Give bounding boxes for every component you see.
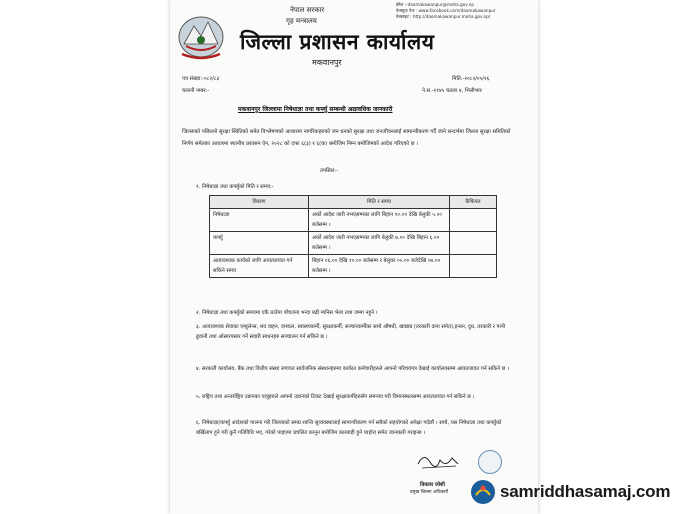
row-remark xyxy=(450,209,497,232)
gov-line-2: गृह मन्त्रालय xyxy=(286,17,317,25)
dispatch-number: चलानी नम्बर:- xyxy=(182,88,210,94)
table-row xyxy=(210,209,497,232)
letter-number: पत्र संख्या:-०८२/८३ xyxy=(182,76,220,82)
row-time: अर्को आदेश जारी नभएसम्मका लागि बेलुकी ७.०० देखि बिहान ६.०० बजेसम्म । xyxy=(309,232,450,255)
subject-line: मकवानपुर जिल्लामा निषेधाज्ञा तथा कर्फ्यु सम्बन्धी अद्यावधिक जानकारी xyxy=(238,106,393,113)
row-time: बिहान ०६.०० देखि १०.०० बजेसम्म र बेलुका ०५.०० बजेदेखि ०७.०० बजेसम्म । xyxy=(309,255,450,278)
office-name: जिल्ला प्रशासन कार्यालय xyxy=(240,30,435,54)
table-header-row xyxy=(210,196,497,209)
table-row xyxy=(210,255,497,278)
row-remark xyxy=(450,255,497,278)
watermark xyxy=(470,479,670,505)
table-row xyxy=(210,232,497,255)
contact-block xyxy=(396,2,496,20)
letter-date: मिति:-२०८२/०५/२६ xyxy=(452,76,490,82)
nepal-emblem-icon xyxy=(176,14,226,60)
intro-paragraph: जिल्लाको पछिल्लो सुरक्षा स्थितिको समेत विश्लेषणको आधारमा नागरिकहरुको जन धनको सुरक्षा तथा जनजीवनलाई सामान्यीकरण गर्दै जाने सन्दर्भमा जिल्ला सुरक्षा समितिको निर्णय समेतका आधारमा स्थानीय प्रशासन ऐन, २०२८ को दफा ६(३) र ६(क) बमोजिम निम्न बमोजिमको आदेश गरिएको छ । xyxy=(182,129,511,147)
header-date-time: मिति र समय xyxy=(309,196,450,209)
office-seal-icon xyxy=(478,450,502,474)
list-item-4: ४. सरकारी कार्यालय, बैंक तथा वित्तीय संस्था लगायत सार्वजनिक संस्थानहरुमा कार्यरत कर्मचारीहरुले आफ्नो परिचयपत्र देखाई कार्यालयसम्म आवतजावत गर्न सकिने छ । xyxy=(196,366,509,372)
place-name: मकवानपुर xyxy=(312,58,342,67)
item-1-title: १. निषेधाज्ञा तथा कर्फ्युको मिति र समय:- xyxy=(196,184,274,190)
list-item-3: ३. अत्यावश्यक सेवाका एम्बुलेन्स, शव वाहन, दमकल, स्वास्थ्यकर्मी, सुरक्षाकर्मी, सञ्चारकर्मीका साथै औषधी, खाद्यान्न (तरकारी दाना समेत),इन्धन, दुध, तरकारी र पानी ढुवानी तथा ओसारपसार गर्ने सवारी साधनहरु सञ्चालन गर्न सकिने छ । xyxy=(196,324,506,340)
header-description: विवरण xyxy=(210,196,309,209)
email-line: ईमेल :-daomakawanpur@moha.gov.np xyxy=(396,2,475,7)
site-logo-icon xyxy=(470,479,496,505)
list-item-2: २. निषेधाज्ञा तथा कर्फ्युको समयमा एकै ठाउँमा पाँचजना भन्दा बढी मानिस भेला तथा जम्मा नहुने । xyxy=(196,310,378,316)
facebook-line: फेसबुक पेज : www.facebook.com/daomakawanpur xyxy=(396,8,496,13)
gov-line-1: नेपाल सरकार xyxy=(290,6,325,14)
header-remarks: कैफियत xyxy=(450,196,497,209)
signatory-name: विकास जोशी xyxy=(420,482,445,488)
row-label: कर्फ्यु xyxy=(210,232,309,255)
website-line: वेबसाइट : http://daomakawanpur.moha.gov.np/ xyxy=(396,14,491,19)
signatory-title: प्रमुख जिल्ला अधिकारी xyxy=(410,490,449,495)
watermark-text: samriddhasamaj.com xyxy=(500,482,671,501)
list-item-5: ५. राष्ट्रिय तथा अन्तर्राष्ट्रिय उडानका यात्रुहरुले आफ्नो उडानको टिकट देखाई सुरक्षाकर्मीहरुसँग समन्वय गरी विमानस्थलसम्म आवतजावत गर्न सकिने छ । xyxy=(196,394,475,400)
list-item-6: ६. निषेधाज्ञा/कर्फ्यु आदेशको पालना गरी जिल्लाको समग्र शान्ति सुव्यवस्थालाई सामान्यीकरण गर्न सबैको सहयोगको अपेक्षा गर्दछौं । साथै, यस निषेधाज्ञा तथा कर्फ्युको बर्खिलाप हुने गरी कुनै गतिविधि भए, गरेको पाइएमा प्रचलित कानून बमोजिम कारबाही हुने व्यहोरा समेत जानकारी गराइन्छ । xyxy=(196,420,502,436)
row-time: अर्को आदेश जारी नभएसम्मका लागि बिहान १०.०० देखि बेलुकी ५.०० बजेसम्म । xyxy=(309,209,450,232)
nepal-sambat-date: ने.सं.-११४५ चतला ४, भिलीभार xyxy=(422,88,482,94)
row-label: निषेधाज्ञा xyxy=(210,209,309,232)
row-remark xyxy=(450,232,497,255)
curfew-table xyxy=(209,195,497,278)
tapasil-heading: तपसिल:- xyxy=(320,168,338,174)
row-label: अत्यावश्यक कार्यको लागि आवतजावत गर्न सकिने समय xyxy=(210,255,309,278)
